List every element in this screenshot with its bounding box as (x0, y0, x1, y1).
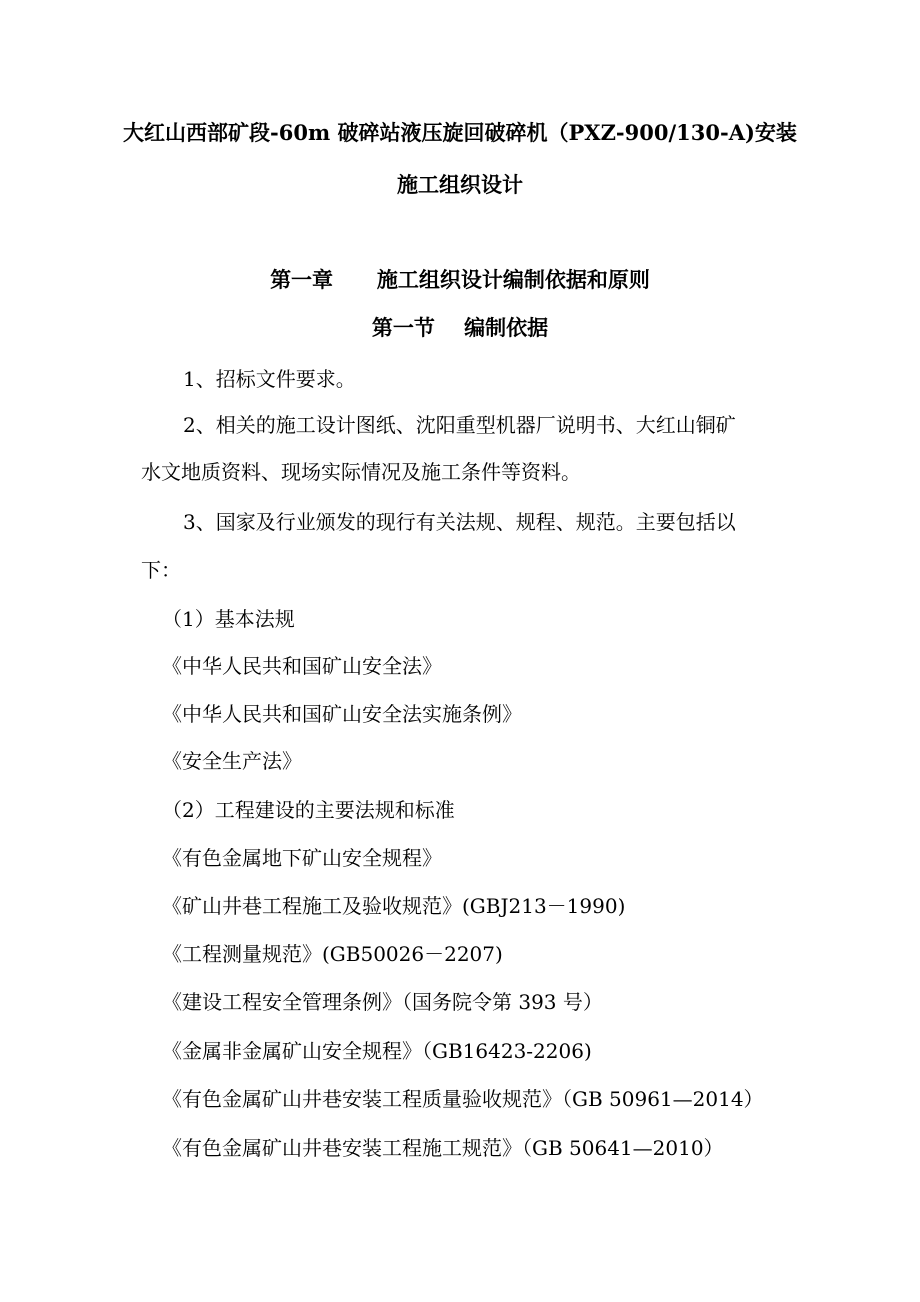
subsection-basic-laws: （1）基本法规 (162, 607, 295, 631)
standard-reference: 《矿山井巷工程施工及验收规范》(GBJ213－1990) (162, 894, 626, 918)
document-title-line-1: 大红山西部矿段-60m 破碎站液压旋回破碎机（PXZ-900/130-A)安装 (123, 120, 797, 145)
standard-reference: 《金属非金属矿山安全规程》（GB16423-2206) (162, 1039, 592, 1063)
standard-reference: 《有色金属矿山井巷安装工程施工规范》（GB 50641—2010） (162, 1136, 724, 1160)
standard-reference: 《工程测量规范》(GB50026－2207) (162, 942, 503, 966)
basis-item-3: 3、国家及行业颁发的现行有关法规、规程、规范。主要包括以 (183, 510, 736, 534)
basis-item-2: 2、相关的施工设计图纸、沈阳重型机器厂说明书、大红山铜矿 (183, 413, 736, 437)
basis-item-1: 1、招标文件要求。 (183, 367, 356, 391)
chapter-heading: 第一章 施工组织设计编制依据和原则 (270, 267, 650, 292)
law-reference: 《安全生产法》 (162, 749, 302, 773)
law-reference: 《中华人民共和国矿山安全法实施条例》 (162, 702, 522, 726)
standard-reference: 《有色金属地下矿山安全规程》 (162, 846, 442, 870)
document-title-line-2: 施工组织设计 (397, 172, 523, 197)
section-heading: 第一节 编制依据 (371, 315, 549, 340)
law-reference: 《中华人民共和国矿山安全法》 (162, 654, 442, 678)
standard-reference: 《建设工程安全管理条例》（国务院令第 393 号） (162, 990, 603, 1014)
basis-item-3-continued: 下： (141, 558, 181, 582)
basis-item-2-continued: 水文地质资料、现场实际情况及施工条件等资料。 (141, 460, 581, 484)
standard-reference: 《有色金属矿山井巷安装工程质量验收规范》（GB 50961—2014） (162, 1087, 764, 1111)
subsection-construction-standards: （2）工程建设的主要法规和标准 (162, 798, 455, 822)
